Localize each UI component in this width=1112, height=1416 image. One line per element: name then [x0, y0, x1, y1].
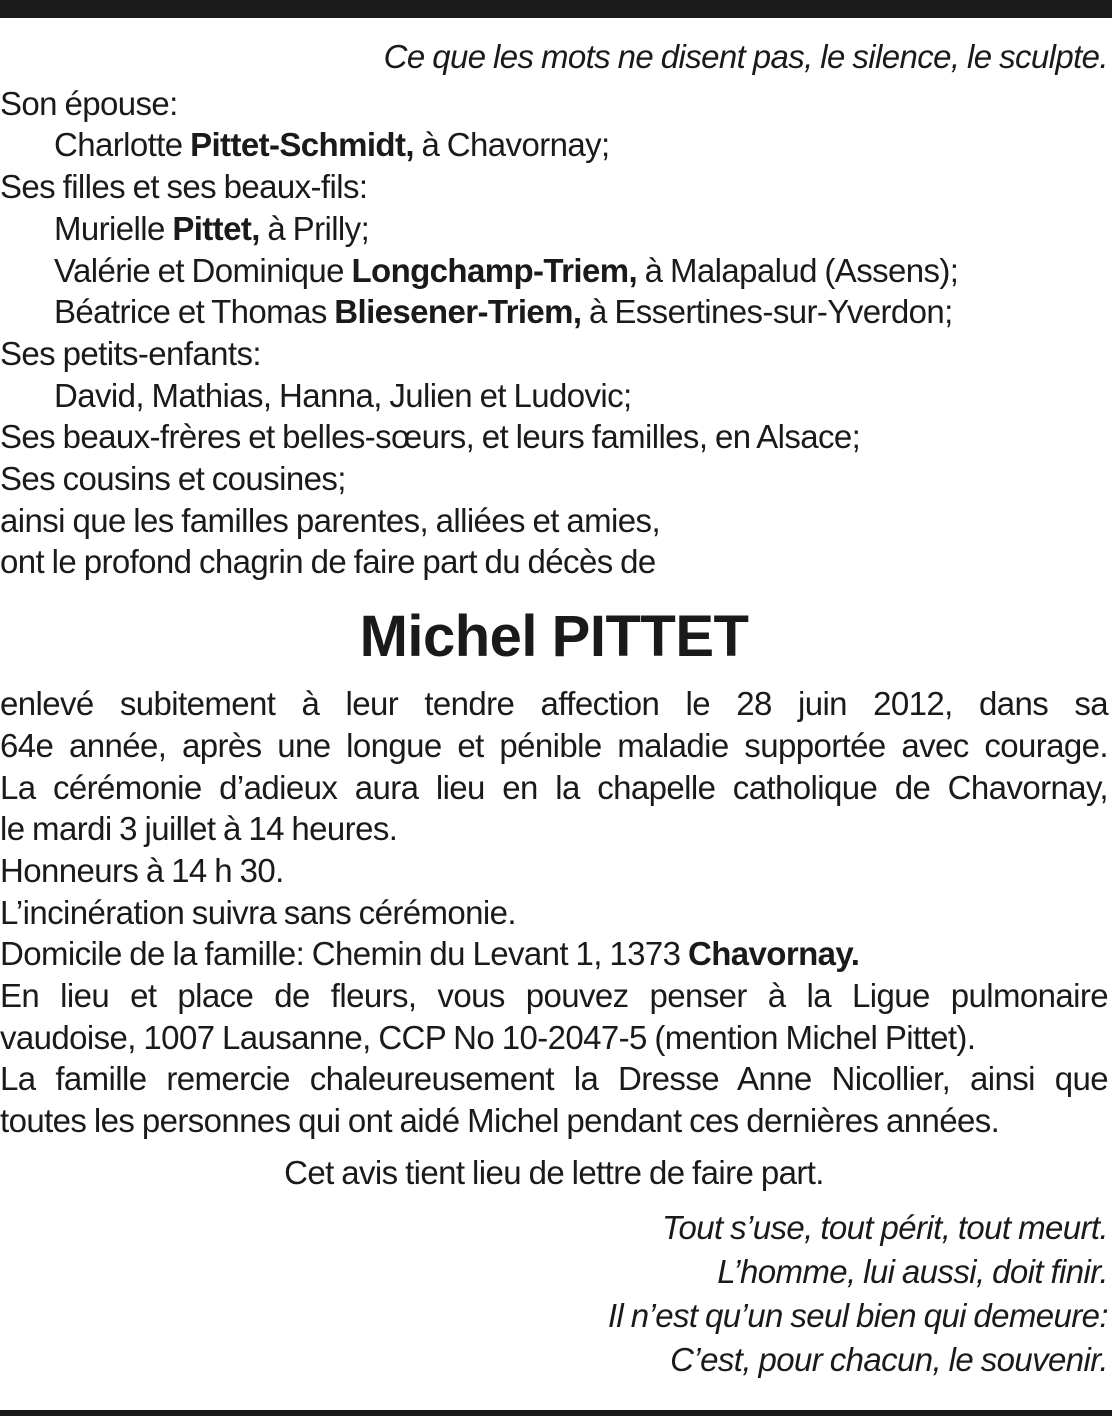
spouse-first-name: Charlotte — [54, 126, 191, 164]
daughter-place: à Prilly; — [259, 209, 370, 247]
daughter-surname: Pittet, — [172, 209, 260, 247]
relatives-line: ainsi que les familles parentes, alliées et amies, — [0, 501, 661, 539]
cousins-line: Ses cousins et cousines; — [0, 460, 346, 498]
daughter-surname: Bliesener-Triem, — [334, 293, 582, 331]
daughter-first-names: Béatrice et Thomas — [54, 293, 335, 331]
thanks-line: La famille remercie chaleureusement la Dresse Anne Nicollier, ainsi que — [0, 1060, 1108, 1098]
closing-poem — [0, 1206, 1108, 1383]
daughter-first-names: Valérie et Dominique — [54, 251, 352, 289]
thanks-line: toutes les personnes qui ont aidé Michel pendant ces dernières années. — [0, 1102, 1000, 1140]
daughter-entry — [0, 208, 1108, 250]
ceremony-date-line: le mardi 3 juillet à 14 heures. — [0, 810, 398, 848]
spouse-place: à Chavornay; — [413, 126, 610, 164]
cremation-line: L’incinération suivra sans cérémonie. — [0, 893, 516, 931]
domicile-line — [0, 933, 1108, 975]
spouse-entry — [0, 124, 1108, 166]
daughter-first-names: Murielle — [54, 209, 173, 247]
details-line: enlevé subitement à leur tendre affection le 28 juin 2012, dans sa — [0, 685, 1108, 723]
epigraph: Ce que les mots ne disent pas, le silence, le sculpte. — [383, 38, 1108, 75]
notice-statement: Cet avis tient lieu de lettre de faire part. — [284, 1153, 824, 1191]
spouse-surname: Pittet-Schmidt, — [190, 126, 414, 164]
daughter-place: à Essertines-sur-Yverdon; — [581, 293, 953, 331]
domicile-address: Domicile de la famille: Chemin du Levant 1, 1373 — [0, 935, 688, 973]
grandchildren-names: David, Mathias, Hanna, Julien et Ludovic; — [54, 376, 632, 414]
daughter-entry — [0, 250, 1108, 292]
daughter-place: à Malapalud (Assens); — [637, 251, 959, 289]
flowers-line: vaudoise, 1007 Lausanne, CCP No 10-2047-5 (mention Michel Pittet). — [0, 1018, 976, 1056]
poem-line: L’homme, lui aussi, doit finir. — [717, 1252, 1108, 1290]
spouse-heading: Son épouse: — [0, 84, 178, 122]
top-border-rule — [0, 0, 1112, 18]
details-line: 64e année, après une longue et pénible maladie supportée avec courage. — [0, 726, 1108, 764]
honours-line: Honneurs à 14 h 30. — [0, 851, 284, 889]
daughter-surname: Longchamp-Triem, — [351, 251, 638, 289]
deceased-name: Michel PITTET — [359, 604, 749, 670]
poem-line: C’est, pour chacun, le souvenir. — [670, 1341, 1108, 1379]
obituary-notice — [0, 36, 1108, 1383]
bottom-border-rule — [0, 1410, 1112, 1416]
flowers-line: En lieu et place de fleurs, vous pouvez penser à la Ligue pulmonaire — [0, 977, 1108, 1015]
grandchildren-heading: Ses petits-enfants: — [0, 334, 261, 372]
domicile-town: Chavornay. — [688, 935, 860, 973]
announcement-line: ont le profond chagrin de faire part du décès de — [0, 543, 656, 581]
in-laws-line: Ses beaux-frères et belles-sœurs, et leurs familles, en Alsace; — [0, 418, 861, 456]
poem-line: Il n’est qu’un seul bien qui demeure: — [607, 1297, 1108, 1335]
poem-line: Tout s’use, tout périt, tout meurt. — [661, 1208, 1108, 1246]
daughters-heading: Ses filles et ses beaux-fils: — [0, 168, 368, 206]
daughter-entry — [0, 291, 1108, 333]
ceremony-line: La cérémonie d’adieux aura lieu en la chapelle catholique de Chavornay, — [0, 768, 1108, 806]
